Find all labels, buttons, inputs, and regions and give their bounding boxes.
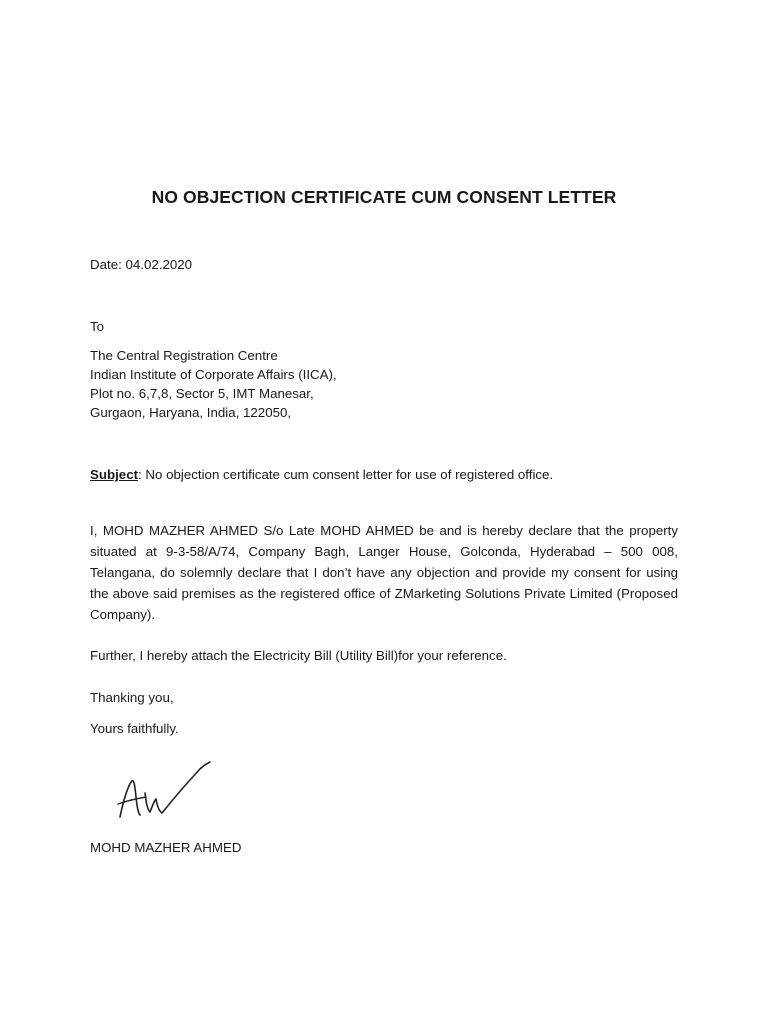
declaration-paragraph: I, MOHD MAZHER AHMED S/o Late MOHD AHMED be and is hereby declare that the property situated at 9-3-58/A/74, Company Bagh, Langer House, Golconda, Hyderabad – 500 008, Telangana, do solemnly declare that I don’t have any objection and provide my consent for using the above said premises as the registered office of ZMarketing Solutions Private Limited (Proposed Company).	[90, 523, 678, 622]
attachment-note: Further, I hereby attach the Electricity Bill (Utility Bill)for your reference.	[90, 648, 507, 663]
subject-line	[90, 465, 553, 484]
handwritten-signature	[90, 757, 225, 827]
address-line: Gurgaon, Haryana, India, 122050,	[90, 405, 292, 420]
subject-text: : No objection certificate cum consent letter for use of registered office.	[138, 467, 554, 482]
salutation-to: To	[90, 319, 105, 334]
closing-line: Yours faithfully.	[90, 721, 179, 736]
address-line: Indian Institute of Corporate Affairs (IICA),	[90, 367, 337, 382]
letter-title: NO OBJECTION CERTIFICATE CUM CONSENT LETTER	[151, 187, 617, 207]
letter-date: Date: 04.02.2020	[90, 257, 193, 272]
thanks-line: Thanking you,	[90, 690, 174, 705]
subject-label: Subject	[90, 467, 139, 482]
recipient-address	[90, 346, 337, 422]
address-line: Plot no. 6,7,8, Sector 5, IMT Manesar,	[90, 386, 314, 401]
signatory-name: MOHD MAZHER AHMED	[90, 840, 242, 855]
address-line: The Central Registration Centre	[90, 348, 278, 363]
